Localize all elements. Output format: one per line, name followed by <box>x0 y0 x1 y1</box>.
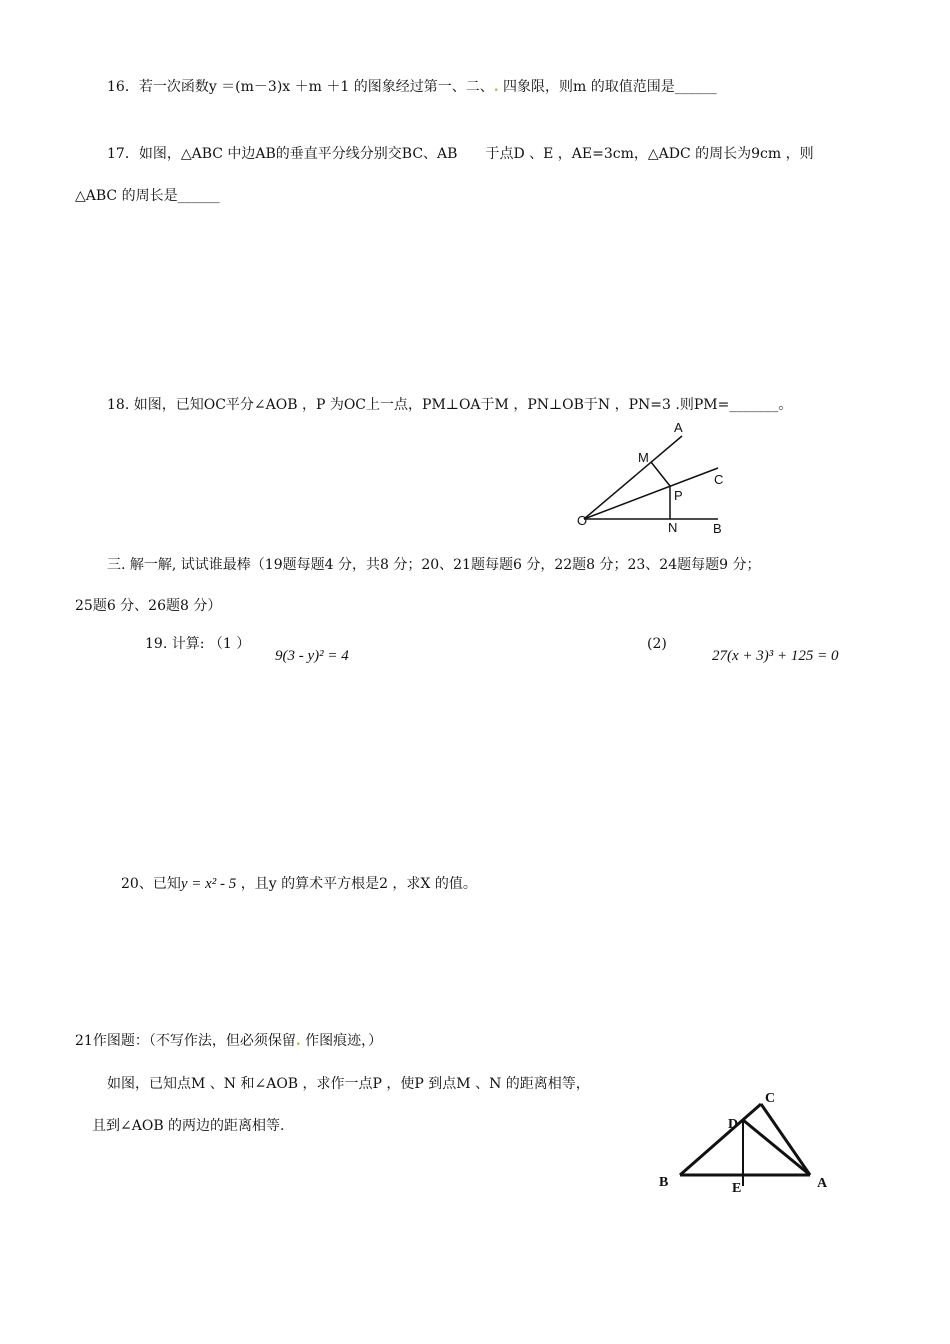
question-20 <box>121 875 477 893</box>
question-21-line1: 如图，已知点M 、N 和∠AOB ，求作一点P ，使P 到点M 、N 的距离相等， <box>107 1076 590 1092</box>
q21-title-before: 21作图题：（不写作法，但必须保留 <box>75 1033 296 1049</box>
label-B: B <box>713 521 722 536</box>
label-C: C <box>714 472 724 487</box>
label-N: N <box>668 520 678 535</box>
label-B2: B <box>659 1175 669 1190</box>
segment-PM <box>651 462 670 486</box>
side-BC <box>680 1104 761 1175</box>
ray-OA <box>584 436 682 519</box>
label-A2: A <box>817 1176 828 1191</box>
question-19-label-2: (2) <box>647 636 667 652</box>
ray-OC <box>584 468 718 519</box>
label-O: O <box>577 513 588 528</box>
q16-dot: . <box>493 79 499 95</box>
label-A: A <box>674 420 683 435</box>
label-M: M <box>638 450 649 465</box>
equation-2: 27(x + 3)³ + 125 = 0 <box>712 648 839 664</box>
section-3-line1: 三. 解一解, 试试谁最棒（19题每题4 分，共8 分；20、21题每题6 分，22题8 分；23、24题每题9 分； <box>107 557 761 573</box>
q16-text-before: 16．若一次函数y ＝(m－3)x ＋m ＋1 的图象经过第一、二、 <box>107 79 494 95</box>
question-18: 18. 如图，已知OC平分∠AOB ，P 为OC上一点，PM⊥OA于M ，PN⊥OB于N ，PN=3 .则PM=_______。 <box>107 397 793 413</box>
angle-bisector-figure <box>570 418 740 540</box>
q16-text-after: 四象限，则m 的取值范围是______ <box>498 79 717 95</box>
label-C2: C <box>765 1091 776 1106</box>
label-D: D <box>728 1117 739 1132</box>
question-21-line2: 且到∠AOB 的两边的距离相等. <box>92 1118 285 1134</box>
q20-formula: y = x² - 5 <box>180 876 237 892</box>
q21-title-after: 作图痕迹，） <box>300 1033 383 1049</box>
equation-1: 9(3 - y)² = 4 <box>275 648 349 664</box>
label-P: P <box>674 488 683 503</box>
question-19-label: 19. 计算: （1 ） <box>145 636 251 652</box>
question-21-title <box>75 1032 382 1050</box>
q20-suffix: ，且y 的算术平方根是2 ，求X 的值。 <box>236 876 477 892</box>
label-E: E <box>732 1181 742 1195</box>
question-16 <box>107 78 717 96</box>
section-3-line2: 25题6 分、26题8 分） <box>75 598 222 614</box>
triangle-figure <box>655 1085 835 1195</box>
q20-prefix: 20、已知 <box>121 876 181 892</box>
question-17-line1: 17．如图，△ABC 中边AB的垂直平分线分别交BC、AB 于点D 、E ，AE=3cm，△ADC 的周长为9cm ，则 <box>107 146 814 162</box>
question-17-line2: △ABC 的周长是______ <box>75 188 220 204</box>
q21-dot: . <box>295 1033 301 1049</box>
